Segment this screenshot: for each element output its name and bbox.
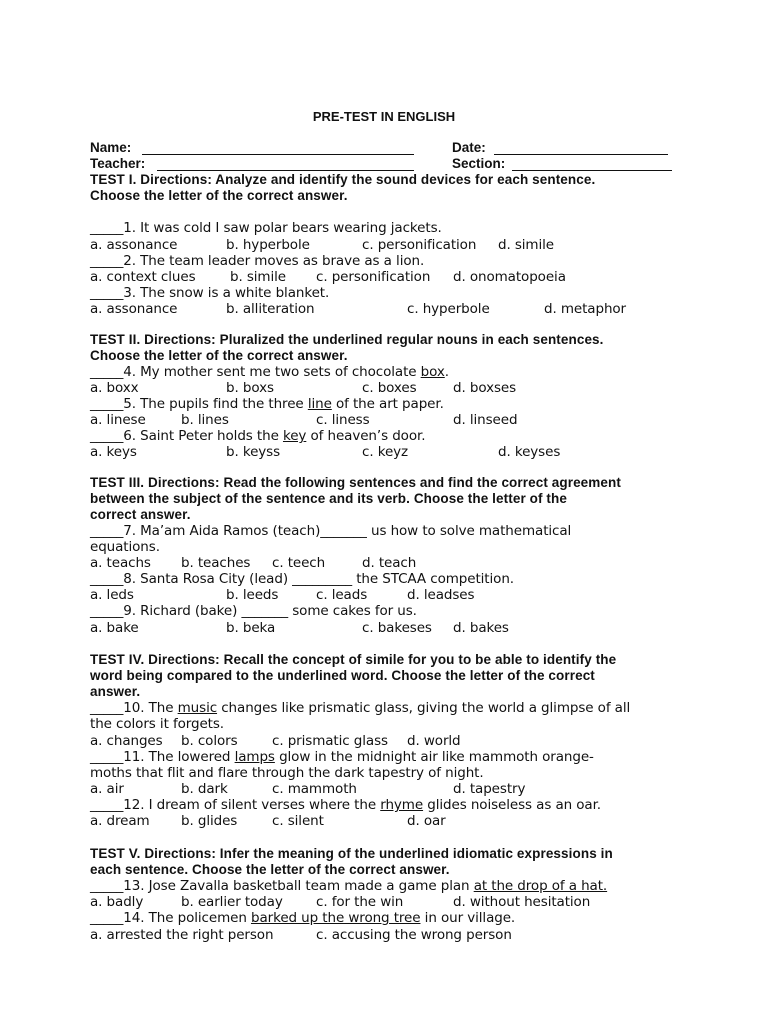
question-10-continued: the colors it forgets. (90, 716, 224, 732)
q4-option-c: c. boxes (362, 380, 417, 396)
teacher-label: Teacher: (90, 156, 146, 171)
test5-directions-line1: TEST V. Directions: Infer the meaning of the underlined idiomatic expressions in (90, 846, 613, 861)
q12-underlined-word: rhyme (380, 797, 424, 813)
q1-option-c: c. personification (362, 237, 477, 253)
date-label: Date: (452, 140, 486, 155)
q4-text: _____4. My mother sent me two sets of chocolate (90, 364, 421, 380)
q11-underlined-word: lamps (234, 749, 275, 765)
q1-option-a: a. assonance (90, 237, 178, 253)
question-14 (90, 910, 515, 926)
q10-option-d: d. world (407, 733, 461, 749)
q7-option-a: a. teachs (90, 555, 151, 571)
q14-text: _____14. The policemen (90, 910, 251, 926)
q3-option-a: a. assonance (90, 301, 178, 317)
q10-text: _____10. The (90, 700, 178, 716)
q8-option-b: b. leeds (226, 587, 279, 603)
question-10 (90, 700, 630, 716)
q6-option-a: a. keys (90, 444, 137, 460)
q10-option-a: a. changes (90, 733, 163, 749)
q13-option-c: c. for the win (316, 894, 404, 910)
q1-option-b: b. hyperbole (226, 237, 310, 253)
section-blank[interactable] (512, 156, 672, 171)
q6-option-d: d. keyses (498, 444, 561, 460)
test5-directions-line2: each sentence. Choose the letter of the correct answer. (90, 862, 450, 877)
q4-underlined-word: box (420, 364, 445, 380)
question-1: _____1. It was cold I saw polar bears wearing jackets. (90, 220, 442, 236)
q6-underlined-word: key (282, 428, 307, 444)
q6-option-c: c. keyz (362, 444, 409, 460)
name-blank[interactable] (142, 140, 414, 155)
q4-text-end: . (444, 364, 449, 380)
q10-underlined-word: music (177, 700, 218, 716)
q9-option-c: c. bakeses (362, 620, 432, 636)
q10-text-end: changes like prismatic glass, giving the world a glimpse of all (217, 700, 631, 716)
test2-directions-line2: Choose the letter of the correct answer. (90, 348, 348, 363)
q4-option-b: b. boxs (226, 380, 274, 396)
q14-underlined-phrase: barked up the wrong tree (250, 910, 421, 926)
q12-option-b: b. glides (181, 813, 238, 829)
q7-option-c: c. teech (272, 555, 326, 571)
q11-option-a: a. air (90, 781, 124, 797)
q12-option-a: a. dream (90, 813, 150, 829)
q10-option-b: b. colors (181, 733, 238, 749)
q12-text-end: glides noiseless as an oar. (423, 797, 601, 813)
q1-option-d: d. simile (498, 237, 554, 253)
question-12 (90, 797, 601, 813)
q14-option-c: c. accusing the wrong person (316, 927, 512, 943)
question-7: _____7. Ma’am Aida Ramos (teach)_______ us how to solve mathematical (90, 523, 572, 539)
q2-option-c: c. personification (316, 269, 431, 285)
q3-option-b: b. alliteration (226, 301, 315, 317)
question-4 (90, 364, 449, 380)
question-6 (90, 428, 425, 444)
test3-directions-line3: correct answer. (90, 507, 191, 522)
q6-option-b: b. keyss (226, 444, 281, 460)
section-label: Section: (452, 156, 506, 171)
q12-option-d: d. oar (407, 813, 446, 829)
q13-option-d: d. without hesitation (453, 894, 591, 910)
q5-option-b: b. lines (181, 412, 229, 428)
q13-text: _____13. Jose Zavalla basketball team made a game plan (90, 878, 474, 894)
q11-option-d: d. tapestry (453, 781, 526, 797)
q13-option-a: a. badly (90, 894, 144, 910)
q5-option-a: a. linese (90, 412, 146, 428)
q2-option-b: b. simile (230, 269, 286, 285)
q9-option-d: d. bakes (453, 620, 509, 636)
question-2: _____2. The team leader moves as brave as a lion. (90, 253, 425, 269)
q7-option-d: d. teach (362, 555, 417, 571)
q11-text: _____11. The lowered (90, 749, 235, 765)
q14-text-end: in our village. (420, 910, 516, 926)
q13-option-b: b. earlier today (181, 894, 283, 910)
q11-option-b: b. dark (181, 781, 228, 797)
page-title: PRE-TEST IN ENGLISH (312, 109, 456, 124)
q5-option-c: c. liness (316, 412, 370, 428)
q12-option-c: c. silent (272, 813, 324, 829)
date-blank[interactable] (494, 140, 668, 155)
question-13 (90, 878, 607, 894)
q6-text-end: of heaven’s door. (306, 428, 426, 444)
q5-underlined-word: line (307, 396, 332, 412)
question-9: _____9. Richard (bake) _______ some cakes for us. (90, 603, 417, 619)
q5-option-d: d. linseed (453, 412, 518, 428)
q3-option-c: c. hyperbole (407, 301, 490, 317)
q14-option-a: a. arrested the right person (90, 927, 274, 943)
q2-option-d: d. onomatopoeia (453, 269, 566, 285)
q6-text: _____6. Saint Peter holds the (90, 428, 283, 444)
question-8: _____8. Santa Rosa City (lead) _________ the STCAA competition. (90, 571, 514, 587)
q10-option-c: c. prismatic glass (272, 733, 388, 749)
name-label: Name: (90, 140, 132, 155)
q8-option-c: c. leads (316, 587, 368, 603)
teacher-blank[interactable] (157, 156, 414, 171)
test3-directions-line2: between the subject of the sentence and its verb. Choose the letter of the (90, 491, 567, 506)
q11-option-c: c. mammoth (272, 781, 357, 797)
q4-option-a: a. boxx (90, 380, 139, 396)
test4-directions-line3: answer. (90, 684, 141, 699)
q2-option-a: a. context clues (90, 269, 196, 285)
q3-option-d: d. metaphor (544, 301, 627, 317)
q8-option-a: a. leds (90, 587, 134, 603)
question-7-continued: equations. (90, 539, 160, 555)
question-3: _____3. The snow is a white blanket. (90, 285, 330, 301)
q13-underlined-phrase: at the drop of a hat. (473, 878, 608, 894)
q5-text: _____5. The pupils find the three (90, 396, 308, 412)
question-5 (90, 396, 444, 412)
q11-text-end: glow in the midnight air like mammoth orange- (274, 749, 594, 765)
q9-option-a: a. bake (90, 620, 139, 636)
test3-directions-line1: TEST III. Directions: Read the following sentences and find the correct agreement (90, 475, 621, 490)
question-11-continued: moths that flit and flare through the dark tapestry of night. (90, 765, 484, 781)
question-11 (90, 749, 594, 765)
q9-option-b: b. beka (226, 620, 276, 636)
q8-option-d: d. leadses (407, 587, 475, 603)
q4-option-d: d. boxses (453, 380, 517, 396)
q5-text-end: of the art paper. (331, 396, 444, 412)
test1-directions-line1: TEST I. Directions: Analyze and identify the sound devices for each sentence. (90, 172, 596, 187)
q12-text: _____12. I dream of silent verses where the (90, 797, 381, 813)
test4-directions-line1: TEST IV. Directions: Recall the concept of simile for you to be able to identify the (90, 652, 617, 667)
q7-option-b: b. teaches (181, 555, 251, 571)
test4-directions-line2: word being compared to the underlined word. Choose the letter of the correct (90, 668, 595, 683)
test2-directions-line1: TEST II. Directions: Pluralized the underlined regular nouns in each sentences. (90, 332, 604, 347)
test1-directions-line2: Choose the letter of the correct answer. (90, 188, 348, 203)
